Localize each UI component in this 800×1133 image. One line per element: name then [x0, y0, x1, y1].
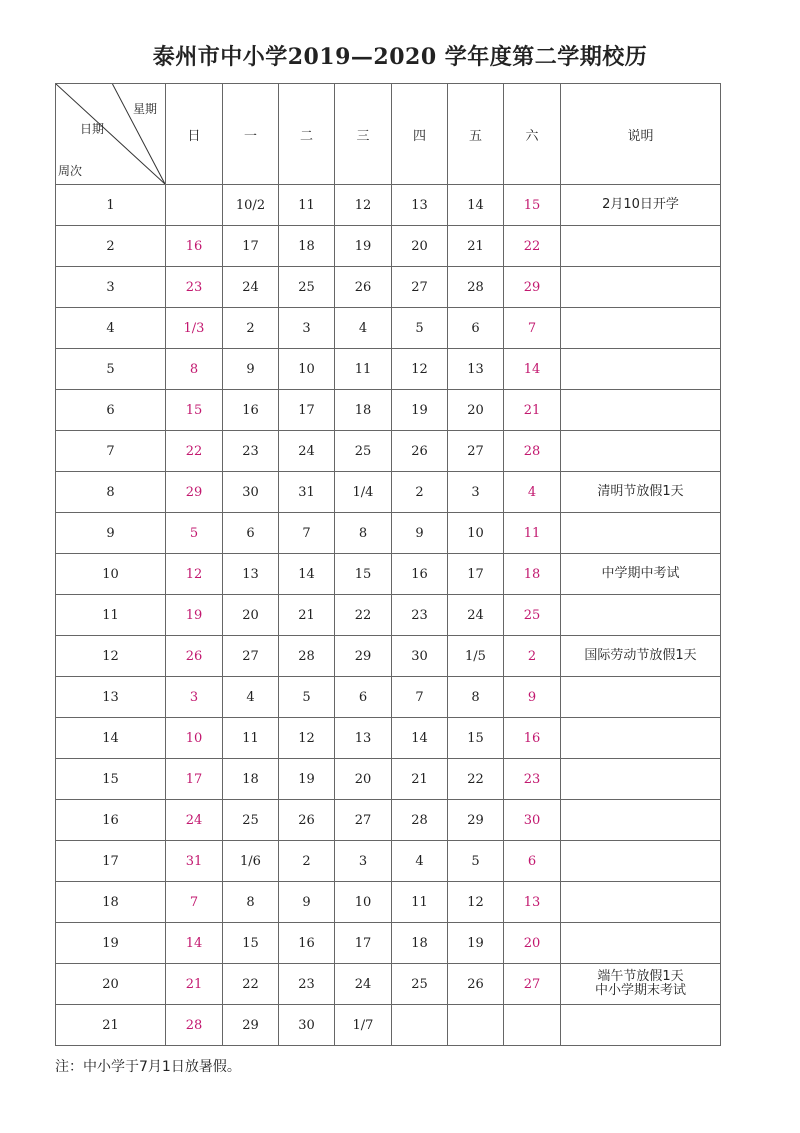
day-cell: 29: [166, 472, 223, 513]
day-cell: 12: [392, 349, 448, 390]
day-cell: 27: [448, 431, 504, 472]
day-cell: 1/4: [335, 472, 392, 513]
day-cell: [166, 185, 223, 226]
note-text: 国际劳动节放假1天: [584, 648, 697, 663]
day-cell: 5: [392, 308, 448, 349]
day-cell: 22: [166, 431, 223, 472]
day-cell: [448, 1005, 504, 1046]
day-cell: 21: [448, 226, 504, 267]
day-cell: 23: [279, 964, 335, 1005]
week-number-cell: 12: [56, 636, 166, 677]
day-cell: 10: [166, 718, 223, 759]
notes-cell: [561, 185, 721, 226]
day-cell: 2: [392, 472, 448, 513]
notes-cell: [561, 308, 721, 349]
table-row: [56, 882, 721, 923]
day-cell: 19: [279, 759, 335, 800]
day-cell: 20: [392, 226, 448, 267]
day-cell: 9: [279, 882, 335, 923]
day-cell: 11: [279, 185, 335, 226]
day-cell: 4: [335, 308, 392, 349]
day-cell: 22: [504, 226, 561, 267]
day-cell: 15: [335, 554, 392, 595]
notes-cell: [561, 390, 721, 431]
day-cell: 13: [448, 349, 504, 390]
note-text: 中小学期末考试: [594, 983, 686, 998]
table-row: [56, 964, 721, 1005]
week-number-cell: 5: [56, 349, 166, 390]
day-cell: 24: [166, 800, 223, 841]
day-cell: 1/7: [335, 1005, 392, 1046]
day-cell: 23: [392, 595, 448, 636]
day-cell: 22: [335, 595, 392, 636]
table-row: [56, 349, 721, 390]
day-cell: 15: [448, 718, 504, 759]
day-cell: 15: [504, 185, 561, 226]
day-cell: 24: [279, 431, 335, 472]
notes-cell: [561, 267, 721, 308]
day-cell: 8: [335, 513, 392, 554]
day-cell: 4: [223, 677, 279, 718]
day-cell: 29: [223, 1005, 279, 1046]
day-cell: 16: [223, 390, 279, 431]
day-cell: 22: [448, 759, 504, 800]
day-cell: 9: [223, 349, 279, 390]
table-row: [56, 800, 721, 841]
day-cell: 18: [504, 554, 561, 595]
day-cell: 10: [448, 513, 504, 554]
day-cell: [504, 1005, 561, 1046]
day-cell: 18: [279, 226, 335, 267]
day-cell: 30: [279, 1005, 335, 1046]
day-cell: 23: [166, 267, 223, 308]
day-cell: 30: [223, 472, 279, 513]
day-cell: 8: [166, 349, 223, 390]
table-row: [56, 1005, 721, 1046]
day-cell: 11: [504, 513, 561, 554]
page-title: 泰州市中小学2019—2020 学年度第二学期校历: [152, 44, 648, 70]
notes-cell: [561, 677, 721, 718]
week-number-cell: 6: [56, 390, 166, 431]
table-row: [56, 759, 721, 800]
day-cell: 18: [223, 759, 279, 800]
day-cell: 3: [335, 841, 392, 882]
day-cell: 24: [223, 267, 279, 308]
day-cell: 1/3: [166, 308, 223, 349]
header-notes: 说明: [561, 84, 721, 185]
day-cell: 28: [279, 636, 335, 677]
day-cell: 14: [504, 349, 561, 390]
table-row: [56, 595, 721, 636]
header-wed: 三: [335, 84, 392, 185]
notes-cell: [561, 718, 721, 759]
day-cell: 25: [279, 267, 335, 308]
week-number-cell: 8: [56, 472, 166, 513]
day-cell: 1/6: [223, 841, 279, 882]
day-cell: 8: [223, 882, 279, 923]
day-cell: 3: [279, 308, 335, 349]
note-text: 清明节放假1天: [597, 484, 684, 499]
day-cell: 19: [166, 595, 223, 636]
day-cell: 13: [392, 185, 448, 226]
day-cell: 27: [223, 636, 279, 677]
day-cell: 26: [335, 267, 392, 308]
week-number-cell: 14: [56, 718, 166, 759]
day-cell: 31: [166, 841, 223, 882]
day-cell: 5: [279, 677, 335, 718]
notes-cell: [561, 554, 721, 595]
week-number-cell: 17: [56, 841, 166, 882]
day-cell: 23: [223, 431, 279, 472]
day-cell: 10/2: [223, 185, 279, 226]
day-cell: 13: [504, 882, 561, 923]
day-cell: 20: [504, 923, 561, 964]
day-cell: 12: [448, 882, 504, 923]
day-cell: 6: [223, 513, 279, 554]
week-number-cell: 2: [56, 226, 166, 267]
day-cell: 17: [448, 554, 504, 595]
day-cell: 17: [223, 226, 279, 267]
day-cell: 12: [166, 554, 223, 595]
week-day-label: 星期: [132, 102, 157, 116]
day-cell: 4: [504, 472, 561, 513]
day-cell: 26: [166, 636, 223, 677]
day-cell: 11: [392, 882, 448, 923]
note-text: 2月10日开学: [602, 197, 679, 212]
day-cell: 6: [448, 308, 504, 349]
header-sun: 日: [166, 84, 223, 185]
notes-cell: [561, 349, 721, 390]
day-cell: 25: [223, 800, 279, 841]
day-cell: 28: [448, 267, 504, 308]
day-cell: 25: [504, 595, 561, 636]
notes-cell: [561, 841, 721, 882]
day-cell: 20: [223, 595, 279, 636]
header-fri: 五: [448, 84, 504, 185]
day-cell: 26: [279, 800, 335, 841]
header-mon: 一: [223, 84, 279, 185]
day-cell: 7: [504, 308, 561, 349]
table-row: [56, 554, 721, 595]
day-cell: 7: [166, 882, 223, 923]
week-number-cell: 7: [56, 431, 166, 472]
day-cell: 17: [335, 923, 392, 964]
day-cell: 19: [392, 390, 448, 431]
table-row: [56, 513, 721, 554]
day-cell: 12: [279, 718, 335, 759]
week-number-cell: 16: [56, 800, 166, 841]
day-cell: 2: [279, 841, 335, 882]
day-cell: 3: [448, 472, 504, 513]
notes-cell: [561, 431, 721, 472]
notes-cell: [561, 472, 721, 513]
week-number-cell: 3: [56, 267, 166, 308]
day-cell: 15: [166, 390, 223, 431]
notes-cell: [561, 800, 721, 841]
notes-cell: [561, 964, 721, 1005]
day-cell: 21: [279, 595, 335, 636]
week-number-cell: 4: [56, 308, 166, 349]
table-row: [56, 390, 721, 431]
header-tue: 二: [279, 84, 335, 185]
header-thu: 四: [392, 84, 448, 185]
day-cell: 17: [279, 390, 335, 431]
day-cell: 16: [504, 718, 561, 759]
day-cell: 30: [504, 800, 561, 841]
day-cell: 27: [335, 800, 392, 841]
day-cell: 28: [392, 800, 448, 841]
day-cell: 7: [392, 677, 448, 718]
day-cell: 30: [392, 636, 448, 677]
day-cell: 16: [279, 923, 335, 964]
week-number-cell: 21: [56, 1005, 166, 1046]
table-row: [56, 308, 721, 349]
week-number-label: 周次: [58, 164, 83, 178]
day-cell: 8: [448, 677, 504, 718]
header-row: [56, 84, 721, 185]
day-cell: 18: [392, 923, 448, 964]
day-cell: 29: [504, 267, 561, 308]
day-cell: 11: [335, 349, 392, 390]
day-cell: 14: [166, 923, 223, 964]
table-row: [56, 472, 721, 513]
week-number-cell: 11: [56, 595, 166, 636]
day-cell: 26: [392, 431, 448, 472]
day-cell: 24: [448, 595, 504, 636]
day-cell: 14: [448, 185, 504, 226]
week-number-cell: 1: [56, 185, 166, 226]
day-cell: 28: [504, 431, 561, 472]
day-cell: 1/5: [448, 636, 504, 677]
day-cell: 21: [166, 964, 223, 1005]
note-text: 中学期中考试: [601, 566, 680, 581]
notes-cell: [561, 1005, 721, 1046]
day-cell: 13: [223, 554, 279, 595]
day-cell: 4: [392, 841, 448, 882]
table-row: [56, 226, 721, 267]
day-cell: 29: [335, 636, 392, 677]
day-cell: [392, 1005, 448, 1046]
day-cell: 27: [392, 267, 448, 308]
day-cell: 25: [392, 964, 448, 1005]
day-cell: 24: [335, 964, 392, 1005]
header-sat: 六: [504, 84, 561, 185]
table-row: [56, 841, 721, 882]
corner-cell: [56, 84, 166, 185]
day-cell: 9: [392, 513, 448, 554]
day-cell: 2: [223, 308, 279, 349]
table-row: [56, 677, 721, 718]
week-number-cell: 10: [56, 554, 166, 595]
day-cell: 3: [166, 677, 223, 718]
table-row: [56, 923, 721, 964]
day-cell: 10: [279, 349, 335, 390]
day-cell: 21: [504, 390, 561, 431]
day-cell: 20: [335, 759, 392, 800]
table-row: [56, 431, 721, 472]
week-number-cell: 20: [56, 964, 166, 1005]
table-row: [56, 636, 721, 677]
notes-cell: [561, 636, 721, 677]
week-number-cell: 15: [56, 759, 166, 800]
week-number-cell: 19: [56, 923, 166, 964]
day-cell: 26: [448, 964, 504, 1005]
day-cell: 9: [504, 677, 561, 718]
footnote: 注：中小学于7月1日放暑假。: [55, 1059, 241, 1075]
day-cell: 27: [504, 964, 561, 1005]
day-cell: 11: [223, 718, 279, 759]
week-number-cell: 13: [56, 677, 166, 718]
notes-cell: [561, 226, 721, 267]
day-cell: 18: [335, 390, 392, 431]
day-cell: 12: [335, 185, 392, 226]
day-cell: 2: [504, 636, 561, 677]
table-row: [56, 267, 721, 308]
day-cell: 21: [392, 759, 448, 800]
day-cell: 20: [448, 390, 504, 431]
day-cell: 5: [166, 513, 223, 554]
day-cell: 5: [448, 841, 504, 882]
day-cell: 29: [448, 800, 504, 841]
day-cell: 15: [223, 923, 279, 964]
day-cell: 6: [504, 841, 561, 882]
day-cell: 7: [279, 513, 335, 554]
day-cell: 19: [335, 226, 392, 267]
day-cell: 14: [392, 718, 448, 759]
day-cell: 23: [504, 759, 561, 800]
notes-cell: [561, 923, 721, 964]
week-number-cell: 18: [56, 882, 166, 923]
week-number-cell: 9: [56, 513, 166, 554]
day-cell: 17: [166, 759, 223, 800]
day-cell: 22: [223, 964, 279, 1005]
day-cell: 28: [166, 1005, 223, 1046]
notes-cell: [561, 882, 721, 923]
notes-cell: [561, 513, 721, 554]
notes-cell: [561, 759, 721, 800]
day-cell: 13: [335, 718, 392, 759]
calendar-table: [55, 83, 721, 1046]
table-row: [56, 185, 721, 226]
notes-cell: [561, 595, 721, 636]
day-cell: 6: [335, 677, 392, 718]
table-row: [56, 718, 721, 759]
day-cell: 14: [279, 554, 335, 595]
day-cell: 31: [279, 472, 335, 513]
day-cell: 25: [335, 431, 392, 472]
day-cell: 10: [335, 882, 392, 923]
note-text: 端午节放假1天: [597, 969, 684, 984]
date-label: 日期: [80, 122, 105, 136]
day-cell: 16: [166, 226, 223, 267]
day-cell: 16: [392, 554, 448, 595]
day-cell: 19: [448, 923, 504, 964]
